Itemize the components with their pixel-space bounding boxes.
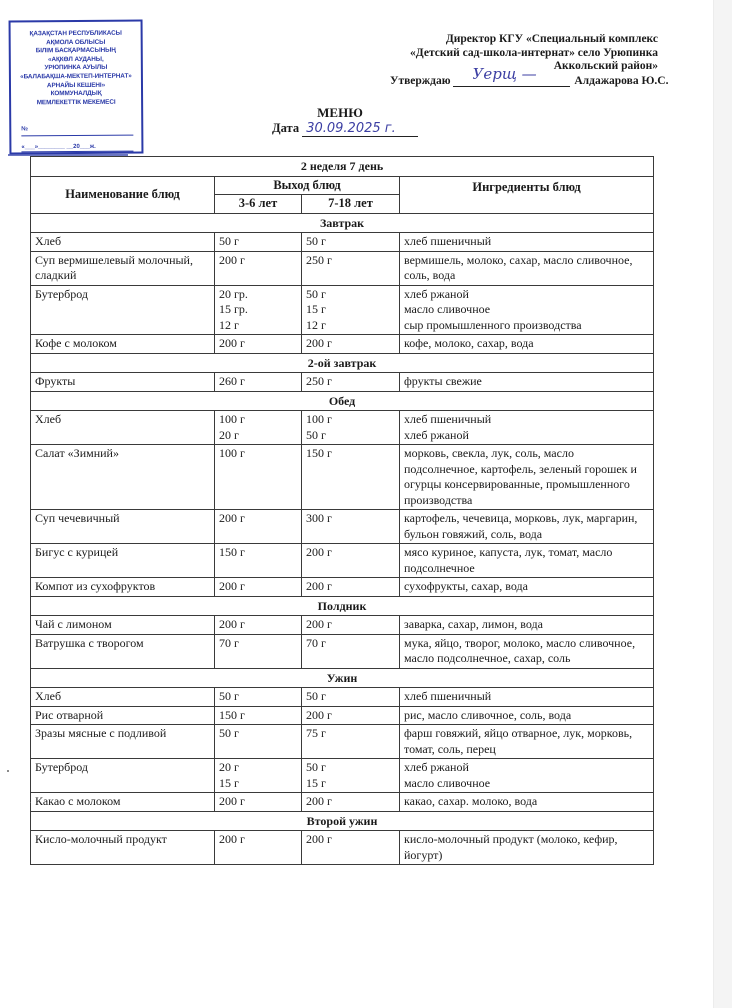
section-row bbox=[31, 353, 654, 373]
yield-7-18 bbox=[302, 445, 400, 510]
ingredients bbox=[400, 411, 654, 445]
dish-name: Хлеб bbox=[31, 688, 215, 707]
section-row bbox=[31, 391, 654, 411]
yield-7-18-line: 50 г bbox=[306, 234, 326, 248]
dish-name: Бигус с курицей bbox=[31, 544, 215, 578]
yield-7-18 bbox=[302, 725, 400, 759]
scan-edge bbox=[713, 0, 732, 1008]
ingredients bbox=[400, 373, 654, 392]
header-age-3-6: 3-6 лет bbox=[215, 195, 302, 214]
dish-name: Фрукты bbox=[31, 373, 215, 392]
table-row bbox=[31, 616, 654, 635]
yield-3-6 bbox=[215, 706, 302, 725]
date-row bbox=[272, 121, 418, 137]
yield-3-6-line: 50 г bbox=[219, 689, 239, 703]
yield-7-18-line: 200 г bbox=[306, 707, 332, 722]
stamp-line: «АҚКӨЛ АУДАНЫ, bbox=[47, 55, 104, 63]
ingredients-line: какао, сахар. молоко, вода bbox=[404, 794, 538, 808]
yield-3-6 bbox=[215, 831, 302, 865]
section-title: Ужин bbox=[31, 668, 654, 688]
approval-line: «Детский сад-школа-интернат» село Урюпинка bbox=[410, 46, 658, 59]
yield-7-18-line: 12 г bbox=[306, 317, 326, 332]
ingredients-line: рис, масло сливочное, соль, вода bbox=[404, 707, 572, 722]
yield-7-18 bbox=[302, 688, 400, 707]
stamp-line: «БАЛАБАҚША-МЕКТЕП-ИНТЕРНАТ» bbox=[20, 72, 132, 81]
ingredients-line: заварка, сахар, лимон, вода bbox=[404, 617, 543, 631]
yield-7-18-line: 200 г bbox=[306, 794, 332, 808]
yield-3-6 bbox=[215, 251, 302, 285]
ingredients bbox=[400, 634, 654, 668]
yield-3-6-line: 20 гр. bbox=[219, 286, 248, 301]
yield-7-18 bbox=[302, 233, 400, 252]
yield-7-18-line: 15 г bbox=[306, 775, 326, 790]
stamp-line: АҚМОЛА ОБЛЫСЫ bbox=[46, 38, 106, 46]
yield-3-6 bbox=[215, 445, 302, 510]
dish-name: Чай с лимоном bbox=[31, 616, 215, 635]
yield-3-6 bbox=[215, 373, 302, 392]
yield-7-18-line: 50 г bbox=[306, 689, 326, 703]
section-row bbox=[31, 596, 654, 616]
menu-table bbox=[30, 156, 654, 865]
ingredients bbox=[400, 445, 654, 510]
ingredients bbox=[400, 688, 654, 707]
yield-7-18-line: 100 г bbox=[306, 412, 332, 426]
yield-3-6-line: 150 г bbox=[219, 707, 245, 722]
yield-3-6-line: 20 г bbox=[219, 760, 239, 774]
header-ingredients: Ингредиенты блюд bbox=[400, 176, 654, 213]
ingredients bbox=[400, 706, 654, 725]
yield-7-18-line: 150 г bbox=[306, 446, 332, 460]
ingredients-line: хлеб ржаной bbox=[404, 760, 469, 774]
yield-7-18-line: 50 г bbox=[306, 760, 326, 774]
yield-3-6-line: 200 г bbox=[219, 252, 245, 267]
approval-line: Директор КГУ «Специальный комплекс bbox=[445, 33, 658, 45]
yield-3-6-line: 20 г bbox=[219, 427, 239, 442]
yield-7-18 bbox=[302, 335, 400, 354]
dish-name: Бутерброд bbox=[31, 759, 215, 793]
ingredients-line: хлеб пшеничный bbox=[404, 412, 492, 426]
dish-name: Компот из сухофруктов bbox=[31, 578, 215, 597]
yield-7-18-line: 50 г bbox=[306, 286, 326, 301]
ingredients-line: кисло-молочный продукт (молоко, кефир, йогурт) bbox=[404, 832, 618, 862]
table-row bbox=[31, 285, 654, 335]
dish-name: Кофе с молоком bbox=[31, 335, 215, 354]
ingredients bbox=[400, 285, 654, 335]
yield-3-6-line: 200 г bbox=[219, 579, 245, 593]
yield-3-6-line: 50 г bbox=[219, 234, 239, 248]
yield-7-18 bbox=[302, 251, 400, 285]
ingredients bbox=[400, 510, 654, 544]
ingredients-line: мука, яйцо, творог, молоко, масло сливочное, масло подсолнечное, сахар, соль bbox=[404, 635, 636, 665]
yield-3-6-line: 200 г bbox=[219, 336, 245, 350]
yield-7-18-line: 250 г bbox=[306, 374, 332, 388]
section-title: Полдник bbox=[31, 596, 654, 616]
ingredients bbox=[400, 251, 654, 285]
stamp-line: УРЮПИНКА АУЫЛЫ bbox=[44, 64, 108, 72]
yield-7-18-line: 50 г bbox=[306, 427, 326, 442]
ingredients bbox=[400, 759, 654, 793]
yield-7-18 bbox=[302, 411, 400, 445]
section-title: Обед bbox=[31, 391, 654, 411]
yield-7-18-line: 15 г bbox=[306, 302, 326, 316]
ingredients-line: хлеб ржаной bbox=[404, 427, 469, 442]
yield-7-18 bbox=[302, 544, 400, 578]
scan-speck bbox=[30, 802, 31, 803]
ingredients-line: картофель, чечевица, морковь, лук, маргарин, бульон говяжий, соль, вода bbox=[404, 511, 638, 541]
ingredients-line: мясо куриное, капуста, лук, томат, масло подсолнечное bbox=[404, 545, 613, 575]
yield-3-6 bbox=[215, 285, 302, 335]
yield-7-18 bbox=[302, 616, 400, 635]
yield-3-6 bbox=[215, 233, 302, 252]
date-label: Дата bbox=[272, 121, 300, 135]
yield-3-6 bbox=[215, 411, 302, 445]
yield-3-6 bbox=[215, 616, 302, 635]
table-row bbox=[31, 233, 654, 252]
yield-3-6 bbox=[215, 759, 302, 793]
yield-3-6-line: 200 г bbox=[219, 511, 245, 525]
stamp-number-field: № bbox=[21, 125, 133, 137]
yield-3-6-line: 100 г bbox=[219, 412, 245, 426]
ingredients-line: масло сливочное bbox=[404, 302, 491, 316]
yield-7-18-line: 200 г bbox=[306, 545, 332, 559]
section-row bbox=[31, 668, 654, 688]
scan-speck bbox=[7, 770, 9, 772]
yield-7-18 bbox=[302, 831, 400, 865]
yield-3-6-line: 200 г bbox=[219, 617, 245, 631]
table-row bbox=[31, 510, 654, 544]
yield-7-18 bbox=[302, 578, 400, 597]
table-row bbox=[31, 544, 654, 578]
section-title: Второй ужин bbox=[31, 811, 654, 831]
stamp-line: БІЛІМ БАСҚАРМАСЫНЫҢ bbox=[35, 46, 116, 55]
ingredients-line: сухофрукты, сахар, вода bbox=[404, 579, 528, 593]
ingredients-line: масло сливочное bbox=[404, 775, 491, 790]
director-name: Алдажарова Ю.С. bbox=[574, 75, 669, 87]
header-age-7-18: 7-18 лет bbox=[302, 195, 400, 214]
dish-name: Зразы мясные с подливой bbox=[31, 725, 215, 759]
ingredients-line: вермишель, молоко, сахар, масло сливочное, соль, вода bbox=[404, 252, 633, 282]
yield-7-18 bbox=[302, 634, 400, 668]
table-row bbox=[31, 251, 654, 285]
section-row bbox=[31, 811, 654, 831]
dish-name: Хлеб bbox=[31, 233, 215, 252]
ingredients-line: хлеб пшеничный bbox=[404, 234, 492, 248]
yield-3-6-line: 260 г bbox=[219, 374, 245, 388]
ingredients-line: фрукты свежие bbox=[404, 374, 482, 388]
table-row bbox=[31, 688, 654, 707]
page-title: МЕНЮ bbox=[317, 105, 363, 120]
header-yield: Выход блюд bbox=[215, 176, 400, 195]
ingredients bbox=[400, 578, 654, 597]
approval-line: Аккольский район» bbox=[553, 60, 658, 72]
table-row bbox=[31, 831, 654, 865]
yield-7-18 bbox=[302, 373, 400, 392]
ingredients-line: фарш говяжий, яйцо отварное, лук, морковь, томат, соль, перец bbox=[404, 726, 633, 756]
yield-7-18-line: 200 г bbox=[306, 579, 332, 593]
dish-name: Кисло-молочный продукт bbox=[31, 831, 215, 865]
yield-3-6-line: 70 г bbox=[219, 635, 239, 650]
ingredients bbox=[400, 793, 654, 812]
ingredients bbox=[400, 335, 654, 354]
ingredients bbox=[400, 233, 654, 252]
approve-label: Утверждаю bbox=[390, 75, 451, 87]
ingredients bbox=[400, 616, 654, 635]
stamp-date-field: «___»________ __20___ж. bbox=[21, 143, 133, 153]
stamp-line: МЕМЛЕКЕТТІК МЕКЕМЕСІ bbox=[36, 98, 116, 107]
table-row bbox=[31, 411, 654, 445]
ingredients-line: хлеб ржаной bbox=[404, 286, 469, 301]
table-row bbox=[31, 373, 654, 392]
yield-3-6 bbox=[215, 578, 302, 597]
dish-name: Хлеб bbox=[31, 411, 215, 445]
yield-3-6-line: 15 гр. bbox=[219, 302, 248, 316]
ingredients-line: сыр промышленного производства bbox=[404, 317, 582, 332]
table-row bbox=[31, 793, 654, 812]
yield-3-6-line: 15 г bbox=[219, 775, 239, 790]
stamp-line: ҚАЗАҚСТАН РЕСПУБЛИКАСЫ bbox=[29, 29, 122, 38]
dish-name: Рис отварной bbox=[31, 706, 215, 725]
ingredients bbox=[400, 831, 654, 865]
yield-7-18 bbox=[302, 759, 400, 793]
yield-7-18-line: 250 г bbox=[306, 252, 332, 267]
yield-7-18 bbox=[302, 510, 400, 544]
week-day-header: 2 неделя 7 день bbox=[31, 157, 654, 177]
dish-name: Ватрушка с творогом bbox=[31, 634, 215, 668]
header-dish-name: Наименование блюд bbox=[31, 176, 215, 213]
yield-3-6 bbox=[215, 634, 302, 668]
yield-3-6 bbox=[215, 335, 302, 354]
dish-name: Суп чечевичный bbox=[31, 510, 215, 544]
yield-3-6-line: 12 г bbox=[219, 317, 239, 332]
yield-7-18-line: 300 г bbox=[306, 511, 332, 525]
yield-3-6 bbox=[215, 510, 302, 544]
table-row bbox=[31, 759, 654, 793]
yield-7-18 bbox=[302, 793, 400, 812]
yield-7-18-line: 200 г bbox=[306, 336, 332, 350]
yield-3-6-line: 50 г bbox=[219, 726, 239, 740]
official-stamp bbox=[9, 20, 144, 155]
table-row bbox=[31, 335, 654, 354]
yield-3-6-line: 100 г bbox=[219, 446, 245, 460]
dish-name: Бутерброд bbox=[31, 285, 215, 335]
menu-body bbox=[31, 213, 654, 865]
yield-3-6-line: 200 г bbox=[219, 794, 245, 808]
yield-7-18-line: 70 г bbox=[306, 635, 326, 650]
yield-3-6 bbox=[215, 725, 302, 759]
yield-3-6 bbox=[215, 544, 302, 578]
ingredients bbox=[400, 725, 654, 759]
dish-name: Суп вермишелевый молочный, сладкий bbox=[31, 251, 215, 285]
yield-7-18 bbox=[302, 706, 400, 725]
ingredients bbox=[400, 544, 654, 578]
yield-7-18-line: 200 г bbox=[306, 832, 332, 846]
stamp-line: КОММУНАЛДЫҚ bbox=[50, 89, 102, 98]
table-row bbox=[31, 578, 654, 597]
date-value: 30.09.2025 г. bbox=[302, 121, 418, 137]
yield-3-6 bbox=[215, 688, 302, 707]
ingredients-line: кофе, молоко, сахар, вода bbox=[404, 336, 534, 350]
table-row bbox=[31, 725, 654, 759]
table-row bbox=[31, 706, 654, 725]
section-title: Завтрак bbox=[31, 213, 654, 233]
yield-7-18-line: 200 г bbox=[306, 617, 332, 631]
ingredients-line: морковь, свекла, лук, соль, масло подсолнечное, картофель, зеленый горошек и огурцы консервированные, промышленного производства bbox=[404, 446, 637, 507]
section-row bbox=[31, 213, 654, 233]
signature: Уерщ — bbox=[472, 65, 537, 83]
dish-name: Какао с молоком bbox=[31, 793, 215, 812]
table-row bbox=[31, 634, 654, 668]
yield-3-6-line: 200 г bbox=[219, 832, 245, 846]
yield-3-6 bbox=[215, 793, 302, 812]
signature-line bbox=[453, 65, 570, 87]
yield-3-6-line: 150 г bbox=[219, 545, 245, 559]
dish-name: Салат «Зимний» bbox=[31, 445, 215, 510]
ingredients-line: хлеб пшеничный bbox=[404, 689, 492, 703]
yield-7-18-line: 75 г bbox=[306, 726, 326, 740]
yield-7-18 bbox=[302, 285, 400, 335]
table-row bbox=[31, 445, 654, 510]
stamp-line: АРНАЙЫ КЕШЕНІ» bbox=[46, 81, 106, 89]
section-title: 2-ой завтрак bbox=[31, 353, 654, 373]
